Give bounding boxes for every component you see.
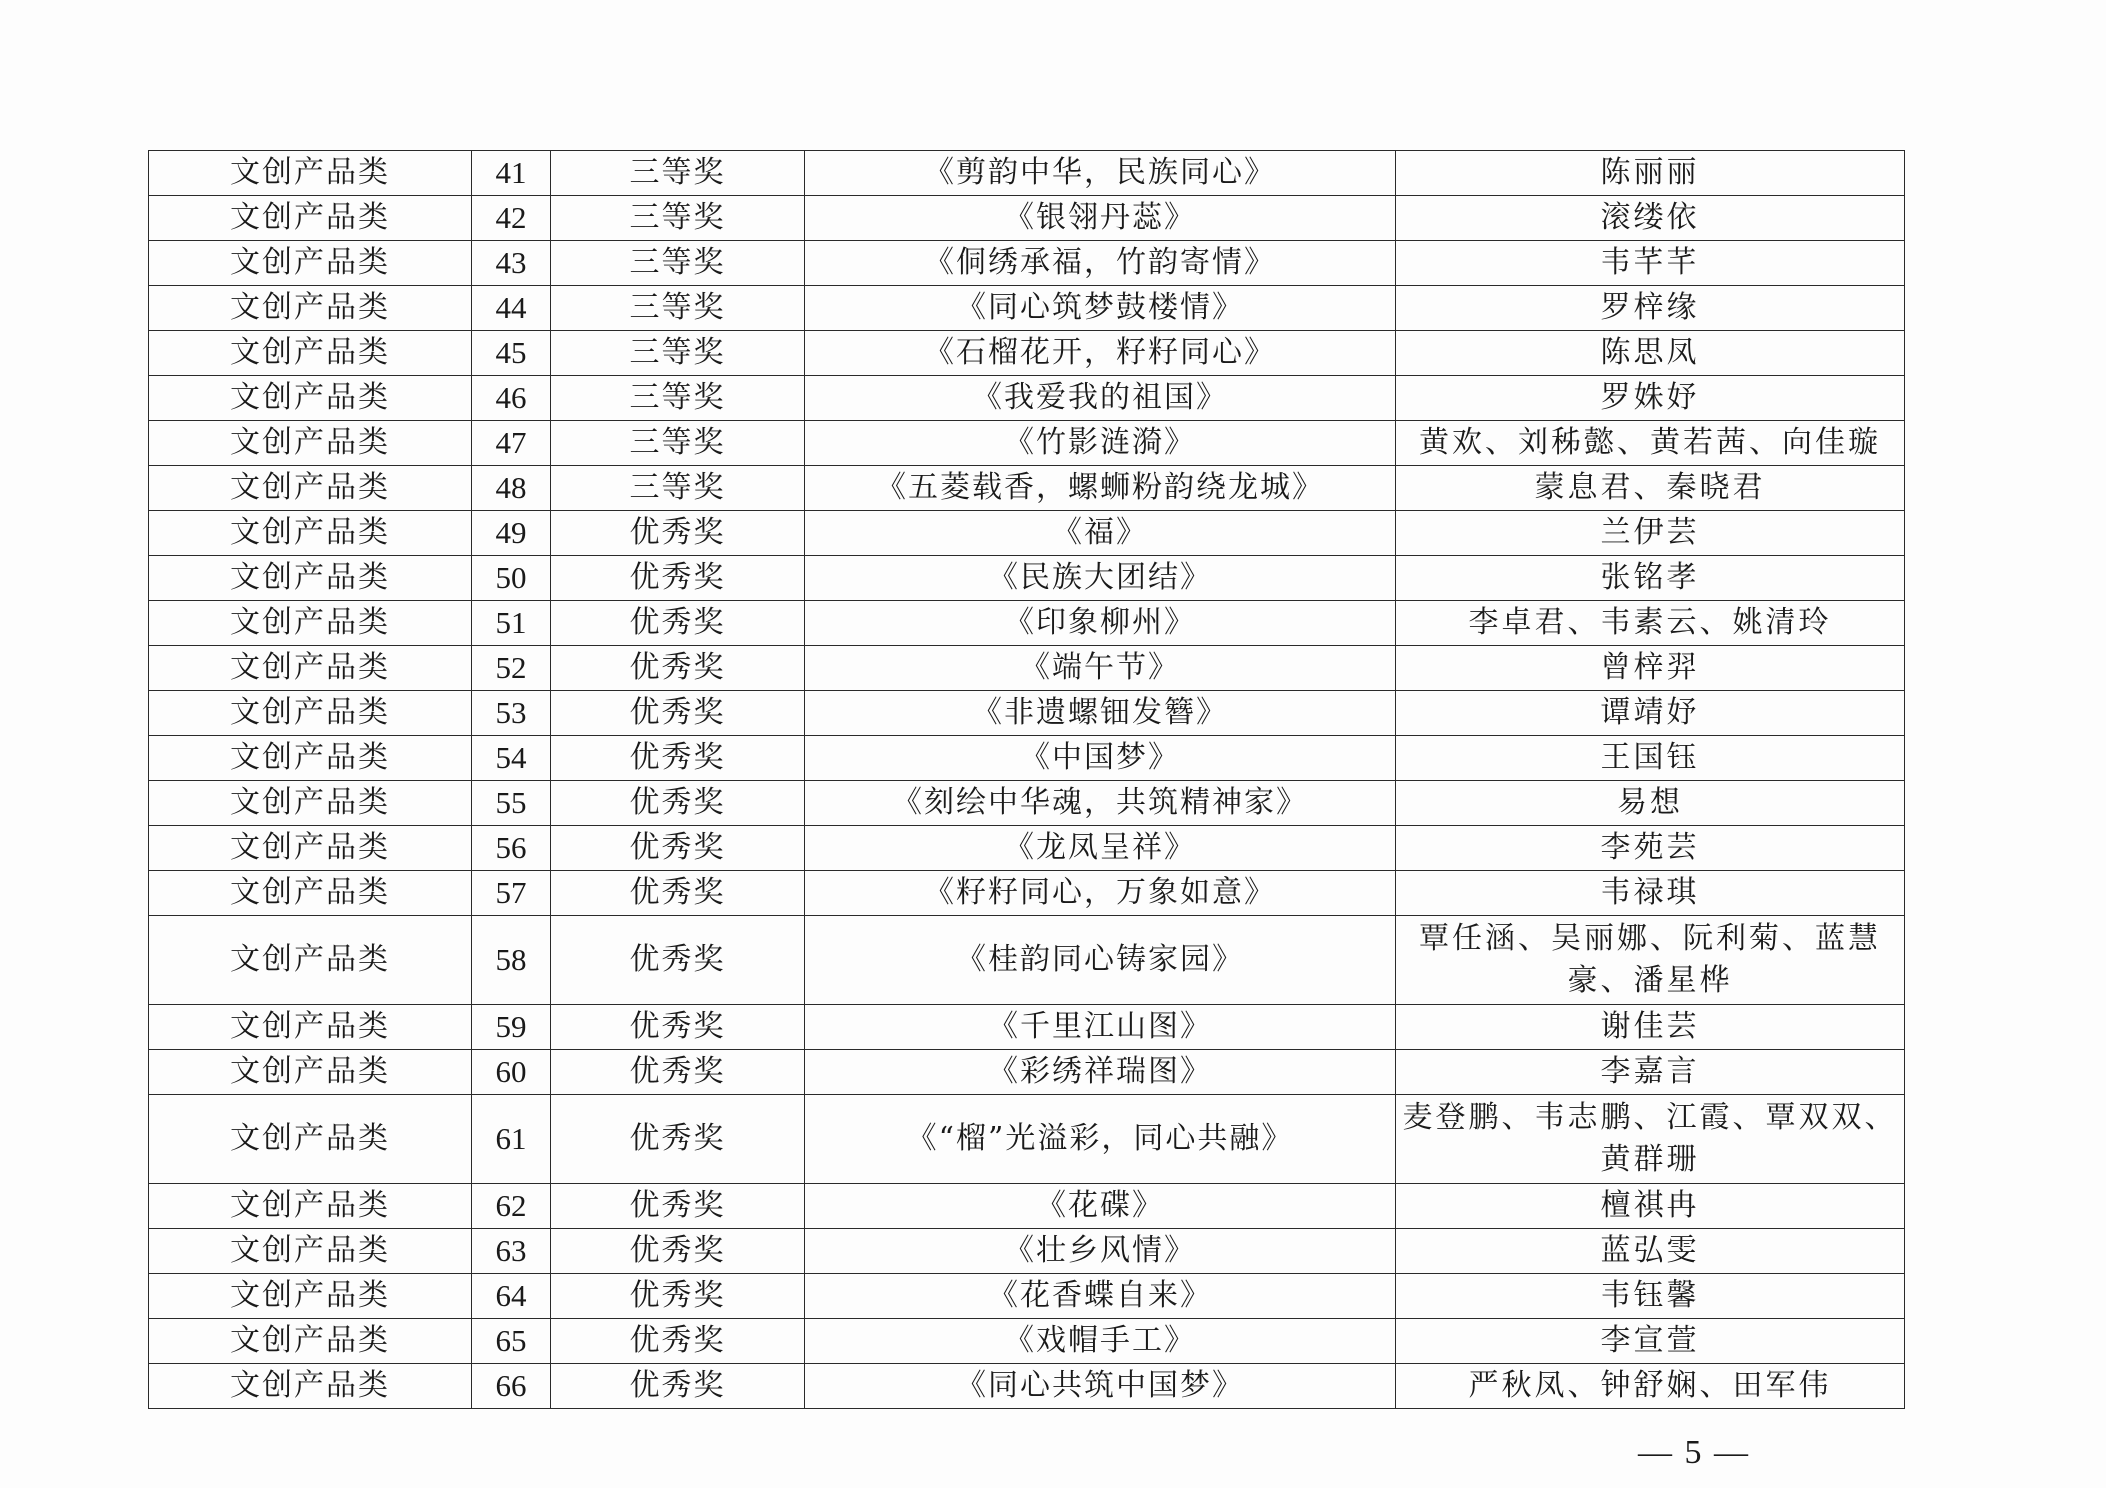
award-cell: 三等奖 xyxy=(551,241,805,286)
title-cell: 《彩绣祥瑞图》 xyxy=(805,1050,1396,1095)
award-cell: 优秀奖 xyxy=(551,1274,805,1319)
title-cell: 《壮乡风情》 xyxy=(805,1229,1396,1274)
table-row xyxy=(149,601,1905,646)
title-cell: 《龙凤呈祥》 xyxy=(805,826,1396,871)
award-cell: 优秀奖 xyxy=(551,511,805,556)
award-cell: 优秀奖 xyxy=(551,781,805,826)
table-row xyxy=(149,151,1905,196)
table-row xyxy=(149,331,1905,376)
title-cell: 《石榴花开，籽籽同心》 xyxy=(805,331,1396,376)
table-row xyxy=(149,691,1905,736)
number-cell: 45 xyxy=(472,331,551,376)
award-cell: 优秀奖 xyxy=(551,1319,805,1364)
table-row xyxy=(149,466,1905,511)
names-cell: 韦钰馨 xyxy=(1396,1274,1905,1319)
table-row xyxy=(149,916,1905,1005)
category-cell: 文创产品类 xyxy=(149,241,472,286)
table-row xyxy=(149,241,1905,286)
number-cell: 64 xyxy=(472,1274,551,1319)
award-cell: 优秀奖 xyxy=(551,826,805,871)
title-cell: 《戏帽手工》 xyxy=(805,1319,1396,1364)
awards-table-body xyxy=(149,151,1905,1409)
awards-table xyxy=(148,150,1905,1409)
names-cell: 严秋凤、钟舒娴、田军伟 xyxy=(1396,1364,1905,1409)
category-cell: 文创产品类 xyxy=(149,601,472,646)
table-row xyxy=(149,1050,1905,1095)
number-cell: 63 xyxy=(472,1229,551,1274)
number-cell: 44 xyxy=(472,286,551,331)
category-cell: 文创产品类 xyxy=(149,1095,472,1184)
title-cell: 《剪韵中华，民族同心》 xyxy=(805,151,1396,196)
number-cell: 61 xyxy=(472,1095,551,1184)
award-cell: 三等奖 xyxy=(551,286,805,331)
title-cell: 《千里江山图》 xyxy=(805,1005,1396,1050)
category-cell: 文创产品类 xyxy=(149,691,472,736)
names-cell: 陈丽丽 xyxy=(1396,151,1905,196)
title-cell: 《桂韵同心铸家园》 xyxy=(805,916,1396,1005)
category-cell: 文创产品类 xyxy=(149,916,472,1005)
number-cell: 53 xyxy=(472,691,551,736)
title-cell: 《非遗螺钿发簪》 xyxy=(805,691,1396,736)
award-cell: 优秀奖 xyxy=(551,871,805,916)
table-row xyxy=(149,1274,1905,1319)
category-cell: 文创产品类 xyxy=(149,331,472,376)
names-cell: 覃任涵、吴丽娜、阮利菊、蓝慧豪、潘星桦 xyxy=(1396,916,1905,1005)
number-cell: 59 xyxy=(472,1005,551,1050)
award-cell: 优秀奖 xyxy=(551,1364,805,1409)
table-row xyxy=(149,1319,1905,1364)
title-cell: 《同心共筑中国梦》 xyxy=(805,1364,1396,1409)
number-cell: 43 xyxy=(472,241,551,286)
award-cell: 优秀奖 xyxy=(551,1184,805,1229)
number-cell: 55 xyxy=(472,781,551,826)
category-cell: 文创产品类 xyxy=(149,511,472,556)
category-cell: 文创产品类 xyxy=(149,376,472,421)
award-cell: 优秀奖 xyxy=(551,916,805,1005)
title-cell: 《同心筑梦鼓楼情》 xyxy=(805,286,1396,331)
table-row xyxy=(149,1005,1905,1050)
number-cell: 60 xyxy=(472,1050,551,1095)
category-cell: 文创产品类 xyxy=(149,736,472,781)
names-cell: 曾梓羿 xyxy=(1396,646,1905,691)
table-row xyxy=(149,196,1905,241)
category-cell: 文创产品类 xyxy=(149,196,472,241)
names-cell: 李苑芸 xyxy=(1396,826,1905,871)
names-cell: 谭靖妤 xyxy=(1396,691,1905,736)
title-cell: 《民族大团结》 xyxy=(805,556,1396,601)
category-cell: 文创产品类 xyxy=(149,781,472,826)
number-cell: 56 xyxy=(472,826,551,871)
names-cell: 罗梓缘 xyxy=(1396,286,1905,331)
award-cell: 三等奖 xyxy=(551,331,805,376)
number-cell: 50 xyxy=(472,556,551,601)
table-row xyxy=(149,736,1905,781)
number-cell: 52 xyxy=(472,646,551,691)
number-cell: 42 xyxy=(472,196,551,241)
award-cell: 优秀奖 xyxy=(551,1095,805,1184)
title-cell: 《五菱载香，螺蛳粉韵绕龙城》 xyxy=(805,466,1396,511)
title-cell: 《福》 xyxy=(805,511,1396,556)
table-row xyxy=(149,286,1905,331)
category-cell: 文创产品类 xyxy=(149,1364,472,1409)
number-cell: 58 xyxy=(472,916,551,1005)
table-row xyxy=(149,646,1905,691)
names-cell: 滚缕依 xyxy=(1396,196,1905,241)
award-cell: 三等奖 xyxy=(551,421,805,466)
table-row xyxy=(149,1364,1905,1409)
names-cell: 李嘉言 xyxy=(1396,1050,1905,1095)
number-cell: 57 xyxy=(472,871,551,916)
category-cell: 文创产品类 xyxy=(149,1184,472,1229)
category-cell: 文创产品类 xyxy=(149,151,472,196)
title-cell: 《刻绘中华魂，共筑精神家》 xyxy=(805,781,1396,826)
table-row xyxy=(149,781,1905,826)
number-cell: 46 xyxy=(472,376,551,421)
names-cell: 蒙息君、秦晓君 xyxy=(1396,466,1905,511)
table-row xyxy=(149,826,1905,871)
category-cell: 文创产品类 xyxy=(149,646,472,691)
title-cell: 《中国梦》 xyxy=(805,736,1396,781)
table-row xyxy=(149,511,1905,556)
number-cell: 41 xyxy=(472,151,551,196)
names-cell: 蓝弘雯 xyxy=(1396,1229,1905,1274)
category-cell: 文创产品类 xyxy=(149,1319,472,1364)
number-cell: 48 xyxy=(472,466,551,511)
names-cell: 张铭孝 xyxy=(1396,556,1905,601)
names-cell: 王国钰 xyxy=(1396,736,1905,781)
award-cell: 优秀奖 xyxy=(551,1050,805,1095)
table-row xyxy=(149,556,1905,601)
table-row xyxy=(149,376,1905,421)
number-cell: 66 xyxy=(472,1364,551,1409)
category-cell: 文创产品类 xyxy=(149,1229,472,1274)
number-cell: 51 xyxy=(472,601,551,646)
title-cell: 《银翎丹蕊》 xyxy=(805,196,1396,241)
category-cell: 文创产品类 xyxy=(149,556,472,601)
award-cell: 优秀奖 xyxy=(551,691,805,736)
table-row xyxy=(149,1184,1905,1229)
names-cell: 韦芊芊 xyxy=(1396,241,1905,286)
number-cell: 62 xyxy=(472,1184,551,1229)
category-cell: 文创产品类 xyxy=(149,1005,472,1050)
award-cell: 优秀奖 xyxy=(551,601,805,646)
title-cell: 《我爱我的祖国》 xyxy=(805,376,1396,421)
title-cell: 《花碟》 xyxy=(805,1184,1396,1229)
category-cell: 文创产品类 xyxy=(149,1274,472,1319)
number-cell: 65 xyxy=(472,1319,551,1364)
number-cell: 49 xyxy=(472,511,551,556)
names-cell: 韦禄琪 xyxy=(1396,871,1905,916)
award-cell: 三等奖 xyxy=(551,196,805,241)
number-cell: 54 xyxy=(472,736,551,781)
category-cell: 文创产品类 xyxy=(149,871,472,916)
page-number: — 5 — xyxy=(1638,1434,1750,1471)
names-cell: 易想 xyxy=(1396,781,1905,826)
names-cell: 檀祺冉 xyxy=(1396,1184,1905,1229)
title-cell: 《侗绣承福，竹韵寄情》 xyxy=(805,241,1396,286)
award-cell: 优秀奖 xyxy=(551,1229,805,1274)
award-cell: 三等奖 xyxy=(551,151,805,196)
table-row xyxy=(149,1095,1905,1184)
award-cell: 优秀奖 xyxy=(551,736,805,781)
table-row xyxy=(149,871,1905,916)
table-row xyxy=(149,421,1905,466)
names-cell: 麦登鹏、韦志鹏、江霞、覃双双、黄群珊 xyxy=(1396,1095,1905,1184)
award-cell: 三等奖 xyxy=(551,466,805,511)
names-cell: 李卓君、韦素云、姚清玲 xyxy=(1396,601,1905,646)
names-cell: 兰伊芸 xyxy=(1396,511,1905,556)
title-cell: 《花香蝶自来》 xyxy=(805,1274,1396,1319)
title-cell: 《端午节》 xyxy=(805,646,1396,691)
award-cell: 三等奖 xyxy=(551,376,805,421)
award-cell: 优秀奖 xyxy=(551,556,805,601)
names-cell: 谢佳芸 xyxy=(1396,1005,1905,1050)
title-cell: 《竹影涟漪》 xyxy=(805,421,1396,466)
table-row xyxy=(149,1229,1905,1274)
award-cell: 优秀奖 xyxy=(551,1005,805,1050)
category-cell: 文创产品类 xyxy=(149,286,472,331)
award-cell: 优秀奖 xyxy=(551,646,805,691)
names-cell: 陈思凤 xyxy=(1396,331,1905,376)
names-cell: 李宣萱 xyxy=(1396,1319,1905,1364)
number-cell: 47 xyxy=(472,421,551,466)
category-cell: 文创产品类 xyxy=(149,826,472,871)
names-cell: 罗姝妤 xyxy=(1396,376,1905,421)
names-cell: 黄欢、刘秭懿、黄若茜、向佳璇 xyxy=(1396,421,1905,466)
category-cell: 文创产品类 xyxy=(149,421,472,466)
title-cell: 《籽籽同心，万象如意》 xyxy=(805,871,1396,916)
title-cell: 《印象柳州》 xyxy=(805,601,1396,646)
category-cell: 文创产品类 xyxy=(149,1050,472,1095)
title-cell: 《“榴”光溢彩，同心共融》 xyxy=(805,1095,1396,1184)
category-cell: 文创产品类 xyxy=(149,466,472,511)
